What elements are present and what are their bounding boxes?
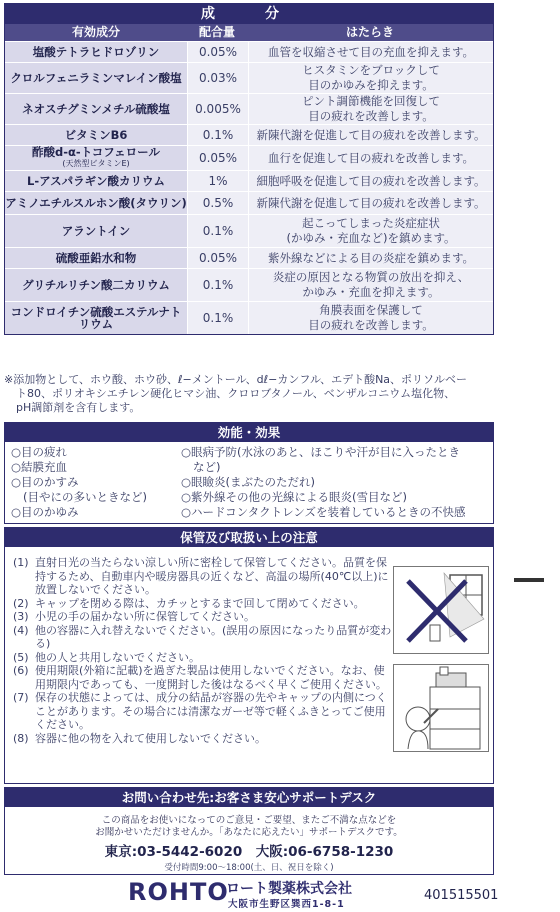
storage-item xyxy=(13,664,393,691)
ingredient-amount: 0.5% xyxy=(188,192,249,214)
ingredient-row xyxy=(5,191,493,214)
ingredients-title: 成 分 xyxy=(5,4,493,24)
ingredient-amount: 0.05% xyxy=(188,146,249,170)
ingredient-name-text: グリチルリチン酸二カリウム xyxy=(22,278,170,292)
ingredient-name xyxy=(5,248,188,268)
ingredient-row xyxy=(5,62,493,93)
ingredient-row xyxy=(5,301,493,334)
note-line: ト80、ポリオキシエチレン硬化ヒマシ油、クロロブタノール、ベンザルコニウム塩化物、 xyxy=(16,387,456,400)
ingredient-function xyxy=(249,146,493,170)
ingredient-name xyxy=(5,63,188,93)
ingredient-function-line: 新陳代謝を促進して目の疲れを改善します。 xyxy=(256,195,486,210)
ingredient-name xyxy=(5,94,188,124)
ingredient-name xyxy=(5,171,188,191)
efficacy-item: (目やにの多いときなど) xyxy=(23,490,147,504)
ingredient-function xyxy=(249,215,493,247)
ingredient-name-text: アミノエチルスルホン酸(タウリン) xyxy=(5,196,187,210)
ingredient-row xyxy=(5,268,493,301)
rohto-logo: ROHTO xyxy=(128,878,229,906)
storage-item-number: (7) xyxy=(13,691,29,704)
efficacy-title: 効能・効果 xyxy=(5,423,493,442)
ingredient-name-text: コンドロイチン硫酸エステルナトリウム xyxy=(10,305,182,331)
storage-item xyxy=(13,651,393,665)
storage-item-text: 小児の手の届かない所に保管してください。 xyxy=(35,610,255,623)
ingredient-name-text: 塩酸テトラヒドロゾリン xyxy=(32,45,160,59)
header-amount: 配合量 xyxy=(198,25,235,39)
ingredient-function-line: かゆみ・充血を抑えます。 xyxy=(302,285,440,299)
ingredient-name xyxy=(5,42,188,62)
ingredient-name-text: ビタミンB6 xyxy=(64,128,128,142)
ingredient-amount: 0.05% xyxy=(188,42,249,62)
ingredient-function xyxy=(249,63,493,93)
ingredient-amount: 0.005% xyxy=(188,94,249,124)
ingredient-function xyxy=(249,269,493,301)
storage-item xyxy=(13,610,393,624)
ingredient-function-line: 炎症の原因となる物質の放出を抑え、 xyxy=(272,270,470,284)
ingredient-function-line: 目の疲れを改善します。 xyxy=(308,109,434,123)
support-intro-line: この商品をお使いになってのご意見・ご要望、またご不満な点などを xyxy=(101,815,397,826)
efficacy-item: ○眼病予防(水泳のあと、ほこりや汗が目に入ったとき xyxy=(181,445,461,459)
storage-item-number: (3) xyxy=(13,610,29,623)
ingredient-function-line: 血管を収縮させて目の充血を抑えます。 xyxy=(267,44,475,59)
storage-item-number: (8) xyxy=(13,731,29,745)
ingredient-function xyxy=(249,302,493,334)
footer xyxy=(0,876,560,910)
ingredient-name-text: アラントイン xyxy=(61,224,131,238)
note-line: ※添加物として、ホウ酸、ホウ砂、ℓ−メントール、dℓ−カンフル、エデト酸Na、ポリソルベー xyxy=(4,373,468,386)
storage-title: 保管及び取扱い上の注意 xyxy=(5,528,493,547)
efficacy-item: ○眼瞼炎(まぶたのただれ) xyxy=(181,475,316,489)
storage-item-text: 他の容器に入れ替えないでください。(誤用の原因になったり品質が変わる) xyxy=(35,623,392,650)
ingredient-function-line: 血行を促進して目の疲れを改善します。 xyxy=(267,150,475,165)
storage-item-number: (4) xyxy=(13,623,29,637)
ingredient-row xyxy=(5,145,493,170)
ingredient-name-text: クロルフェニラミンマレイン酸塩 xyxy=(10,71,182,85)
support-intro xyxy=(5,815,493,839)
ingredient-name xyxy=(5,146,188,170)
ingredient-function-line: 目のかゆみを抑えます。 xyxy=(308,78,434,92)
ingredient-row xyxy=(5,41,493,62)
ingredient-amount: 0.1% xyxy=(188,269,249,301)
ingredient-sub: (天然型ビタミンE) xyxy=(62,159,130,168)
ingredient-row xyxy=(5,170,493,191)
support-hours: 受付時間9:00〜18:00(土、日、祝日を除く) xyxy=(164,863,334,873)
company-address: 大阪市生野区巽西1-8-1 xyxy=(228,899,345,910)
ingredient-row xyxy=(5,93,493,124)
ingredient-function xyxy=(249,171,493,191)
ingredient-function xyxy=(249,192,493,214)
ingredient-function-line: 新陳代謝を促進して目の疲れを改善します。 xyxy=(256,127,486,142)
storage-item-number: (6) xyxy=(13,664,29,677)
ingredient-amount: 0.1% xyxy=(188,215,249,247)
ingredient-function xyxy=(249,248,493,268)
storage-item-text: 直射日光の当たらない涼しい所に密栓して保管してください。品質を保持するため、自動車内や暖房器具の近くなど、高温の場所(40℃以上)に放置しないでください。 xyxy=(35,556,389,596)
ingredient-function xyxy=(249,94,493,124)
ingredient-name-text: 硫酸亜鉛水和物 xyxy=(55,251,137,265)
ingredient-function xyxy=(249,42,493,62)
efficacy-item: ○目の疲れ xyxy=(11,445,68,459)
ingredient-function-line: ピント調節機能を回復して xyxy=(302,94,440,108)
ingredient-row xyxy=(5,247,493,268)
storage-item xyxy=(13,556,393,597)
storage-item-text: 他の人と共用しないでください。 xyxy=(35,650,200,664)
storage-list xyxy=(13,556,393,745)
storage-item xyxy=(13,732,393,746)
ingredient-name xyxy=(5,269,188,301)
storage-item-text: キャップを閉める際は、カチッとするまで回して閉めてください。 xyxy=(35,596,365,610)
ingredient-name-text: 酢酸d-α-トコフェロール xyxy=(32,145,160,159)
ingredients-table xyxy=(4,3,494,335)
edge-mark xyxy=(514,578,544,582)
ingredient-amount: 0.05% xyxy=(188,248,249,268)
storage-section xyxy=(4,527,494,784)
efficacy-item: など) xyxy=(193,460,221,474)
storage-item xyxy=(13,624,393,651)
support-intro-line: お聞かせいただけませんか。「あなたに応えたい」サポートデスクです。 xyxy=(95,827,403,838)
storage-item xyxy=(13,597,393,611)
storage-item xyxy=(13,691,393,732)
ingredient-function xyxy=(249,125,493,145)
support-section xyxy=(4,787,494,875)
ingredient-function-line: 角膜表面を保護して xyxy=(319,303,423,317)
ingredient-name xyxy=(5,192,188,214)
efficacy-item: ○目のかゆみ xyxy=(11,505,79,519)
ingredient-name xyxy=(5,125,188,145)
company-name: ロート製薬株式会社 xyxy=(226,881,352,897)
additives-note xyxy=(4,373,492,415)
ingredient-function-line: 起こってしまった炎症症状 xyxy=(302,216,440,230)
efficacy-item: ○ハードコンタクトレンズを装着しているときの不快感 xyxy=(181,505,466,519)
ingredient-function-line: 細胞呼吸を促進して目の疲れを改善します。 xyxy=(256,173,486,188)
ingredient-amount: 0.1% xyxy=(188,302,249,334)
efficacy-item: ○目のかすみ xyxy=(11,475,79,489)
ingredient-name xyxy=(5,302,188,334)
note-line: pH調節剤を含有します。 xyxy=(16,401,141,414)
ingredient-function-line: (かゆみ・充血など)を鎮めます。 xyxy=(286,231,456,245)
ingredient-function-line: 紫外線などによる目の炎症を鎮めます。 xyxy=(267,250,475,265)
efficacy-item: ○結膜充血 xyxy=(11,460,68,474)
ingredient-name-text: ネオスチグミンメチル硫酸塩 xyxy=(22,102,170,116)
efficacy-right xyxy=(181,445,489,520)
storage-item-text: 容器に他の物を入れて使用しないでください。 xyxy=(35,731,266,745)
ingredients-rows xyxy=(5,41,493,334)
ingredient-name xyxy=(5,215,188,247)
support-title: お問い合わせ先:お客さま安心サポートデスク xyxy=(5,788,493,807)
ingredient-amount: 0.03% xyxy=(188,63,249,93)
storage-item-number: (2) xyxy=(13,596,29,610)
efficacy-item: ○紫外線その他の光線による眼炎(雪目など) xyxy=(181,490,408,504)
ingredient-amount: 1% xyxy=(188,171,249,191)
ingredient-function-line: 目の疲れを改善します。 xyxy=(308,318,434,332)
ingredients-header xyxy=(5,24,493,41)
efficacy-left xyxy=(11,445,179,520)
efficacy-section xyxy=(4,422,494,524)
child-reach-illustration xyxy=(393,664,489,752)
support-phones: 東京:03-5442-6020 大阪:06-6758-1230 xyxy=(104,844,394,860)
header-function: はたらき xyxy=(345,25,394,39)
ingredient-function-line: ヒスタミンをブロックして xyxy=(302,63,440,77)
storage-item-text: 使用期限(外箱に記載)を過ぎた製品は使用しないでください。なお、使用期限内であっても、一度開封した後はなるべく早くご使用ください。 xyxy=(35,664,387,691)
ingredient-name-text: L-アスパラギン酸カリウム xyxy=(27,174,165,188)
ingredient-row xyxy=(5,214,493,247)
storage-item-number: (1) xyxy=(13,556,29,569)
ingredient-amount: 0.1% xyxy=(188,125,249,145)
product-code: 401515501 xyxy=(424,888,499,903)
storage-item-text: 保存の状態によっては、成分の結晶が容器の先やキャップの内側につくことがあります。その場合には清潔なガーゼ等で軽くふきとってご使用ください。 xyxy=(35,691,387,731)
storage-item-number: (5) xyxy=(13,650,29,664)
ingredient-row xyxy=(5,124,493,145)
header-ingredient: 有効成分 xyxy=(71,25,120,39)
sunlight-prohibited-illustration xyxy=(393,566,489,654)
